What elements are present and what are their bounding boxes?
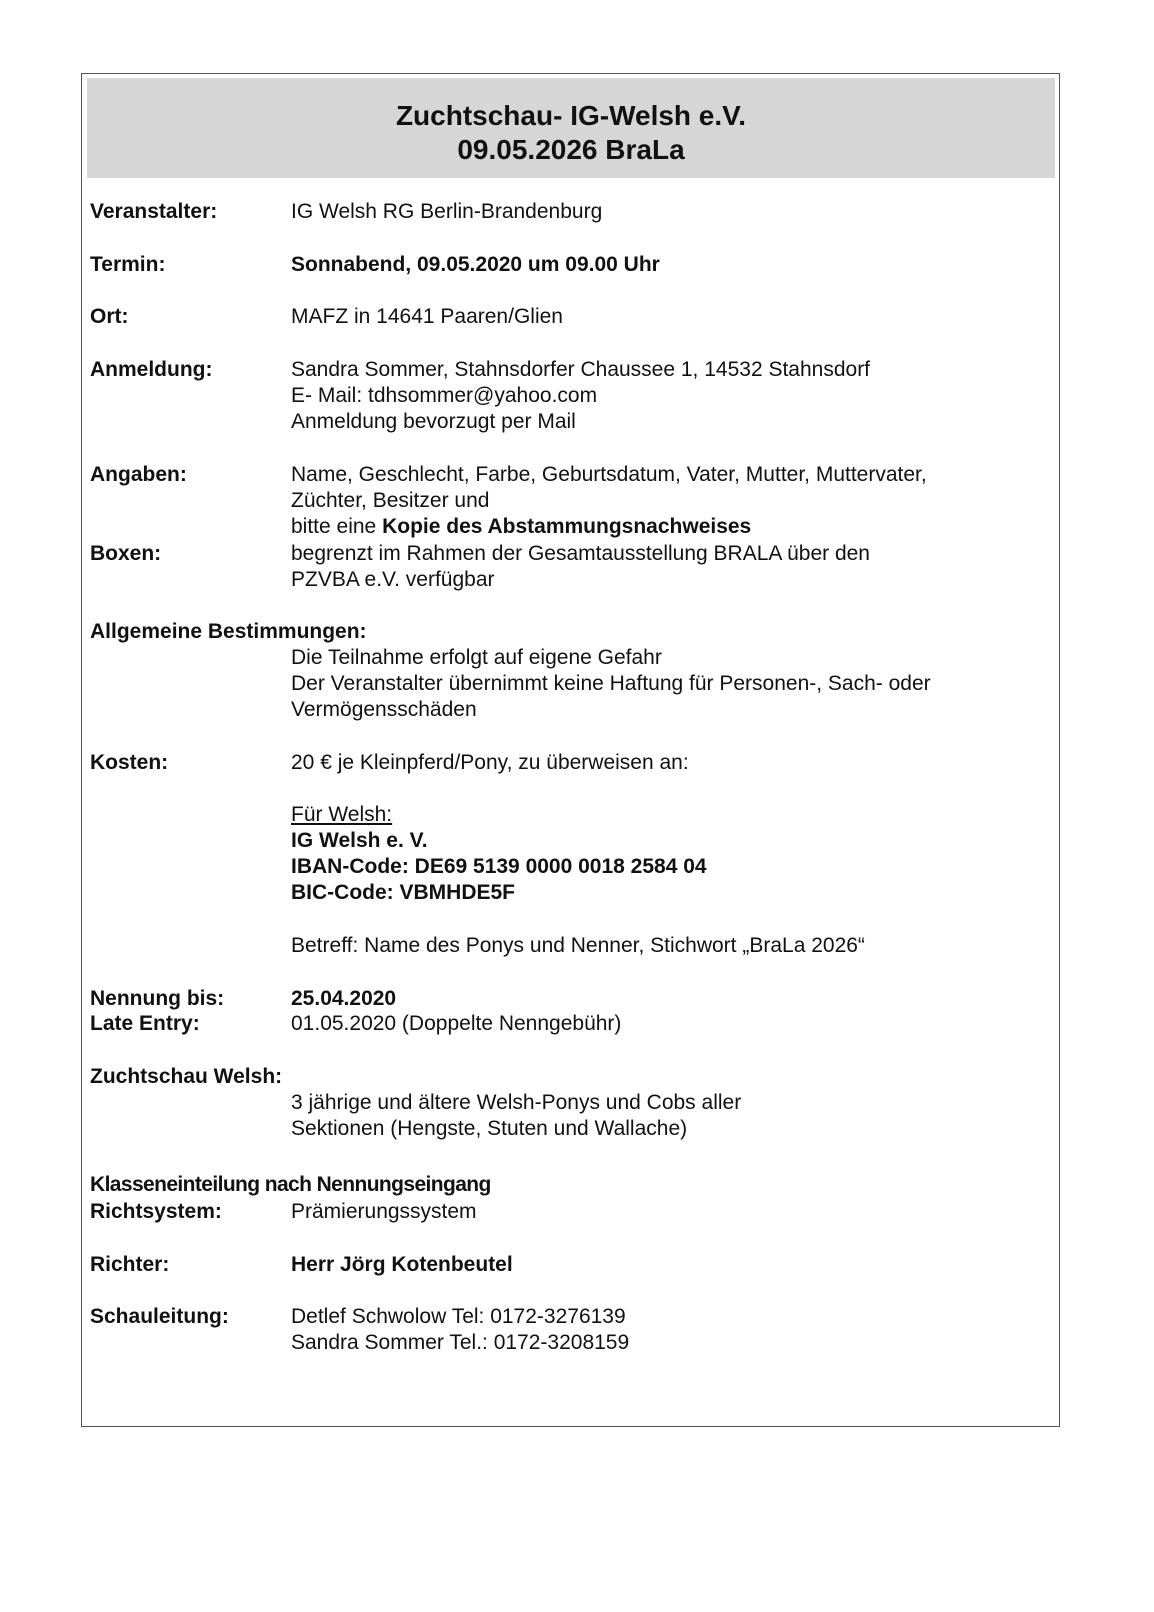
zuchtschau-label: Zuchtschau Welsh: <box>90 1065 283 1088</box>
bestimmungen-line2: Der Veranstalter übernimmt keine Haftung für Personen-, Sach- oder <box>291 672 931 695</box>
nennung-label: Nennung bis: <box>90 987 225 1010</box>
veranstalter-value: IG Welsh RG Berlin-Brandenburg <box>291 200 603 223</box>
angaben-line3-prefix: bitte eine <box>291 515 383 538</box>
veranstalter-label: Veranstalter: <box>90 200 218 223</box>
bestimmungen-line1: Die Teilnahme erfolgt auf eigene Gefahr <box>291 646 662 669</box>
anmeldung-label: Anmeldung: <box>90 358 213 381</box>
nennung-value: 25.04.2020 <box>291 987 397 1010</box>
angaben-line3 <box>291 514 751 540</box>
boxen-line1: begrenzt im Rahmen der Gesamtausstellung BRALA über den <box>291 542 870 565</box>
termin-label: Termin: <box>90 253 166 276</box>
zuchtschau-line2: Sektionen (Hengste, Stuten und Wallache) <box>291 1117 688 1140</box>
bestimmungen-line3: Vermögensschäden <box>291 698 477 721</box>
angaben-line1: Name, Geschlecht, Farbe, Geburtsdatum, Vater, Mutter, Muttervater, <box>291 463 927 486</box>
kosten-bic: BIC-Code: VBMHDE5F <box>291 881 515 904</box>
richtsystem-value: Prämierungssystem <box>291 1200 477 1223</box>
richtsystem-label: Richtsystem: <box>90 1200 222 1223</box>
klassen-label: Klasseneinteilung nach Nennungseingang <box>90 1173 491 1196</box>
kosten-iban: IBAN-Code: DE69 5139 0000 0018 2584 04 <box>291 855 707 878</box>
late-entry-value: 01.05.2020 (Doppelte Nenngebühr) <box>291 1012 622 1035</box>
title-banner <box>87 78 1055 178</box>
kosten-account-name: IG Welsh e. V. <box>291 829 428 852</box>
ort-label: Ort: <box>90 305 129 328</box>
angaben-label: Angaben: <box>90 463 187 486</box>
kosten-line1: 20 € je Kleinpferd/Pony, zu überweisen an: <box>291 751 689 774</box>
angaben-line3-bold: Kopie des Abstammungsnachweises <box>382 515 752 538</box>
zuchtschau-line1: 3 jährige und ältere Welsh-Ponys und Cobs aller <box>291 1091 742 1114</box>
termin-value: Sonnabend, 09.05.2020 um 09.00 Uhr <box>291 253 660 276</box>
page-title: Zuchtschau- IG-Welsh e.V. <box>395 100 747 131</box>
bestimmungen-label: Allgemeine Bestimmungen: <box>90 620 367 643</box>
schauleitung-label: Schauleitung: <box>90 1305 229 1328</box>
schauleitung-line2: Sandra Sommer Tel.: 0172-3208159 <box>291 1331 630 1354</box>
anmeldung-note: Anmeldung bevorzugt per Mail <box>291 410 576 433</box>
late-entry-label: Late Entry: <box>90 1012 200 1035</box>
anmeldung-address: Sandra Sommer, Stahnsdorfer Chaussee 1, 14532 Stahnsdorf <box>291 358 871 381</box>
schauleitung-line1: Detlef Schwolow Tel: 0172-3276139 <box>291 1305 626 1328</box>
angaben-line2: Züchter, Besitzer und <box>291 489 490 512</box>
anmeldung-email: E- Mail: tdhsommer@yahoo.com <box>291 384 598 407</box>
boxen-label: Boxen: <box>90 542 162 565</box>
kosten-fuer-welsh: Für Welsh: <box>291 803 393 826</box>
kosten-label: Kosten: <box>90 751 169 774</box>
richter-label: Richter: <box>90 1253 170 1276</box>
page-subtitle: 09.05.2026 BraLa <box>457 134 685 165</box>
ort-value: MAFZ in 14641 Paaren/Glien <box>291 305 563 328</box>
kosten-betreff: Betreff: Name des Ponys und Nenner, Stichwort „BraLa 2026“ <box>291 934 865 957</box>
richter-value: Herr Jörg Kotenbeutel <box>291 1253 513 1276</box>
boxen-line2: PZVBA e.V. verfügbar <box>291 568 495 591</box>
